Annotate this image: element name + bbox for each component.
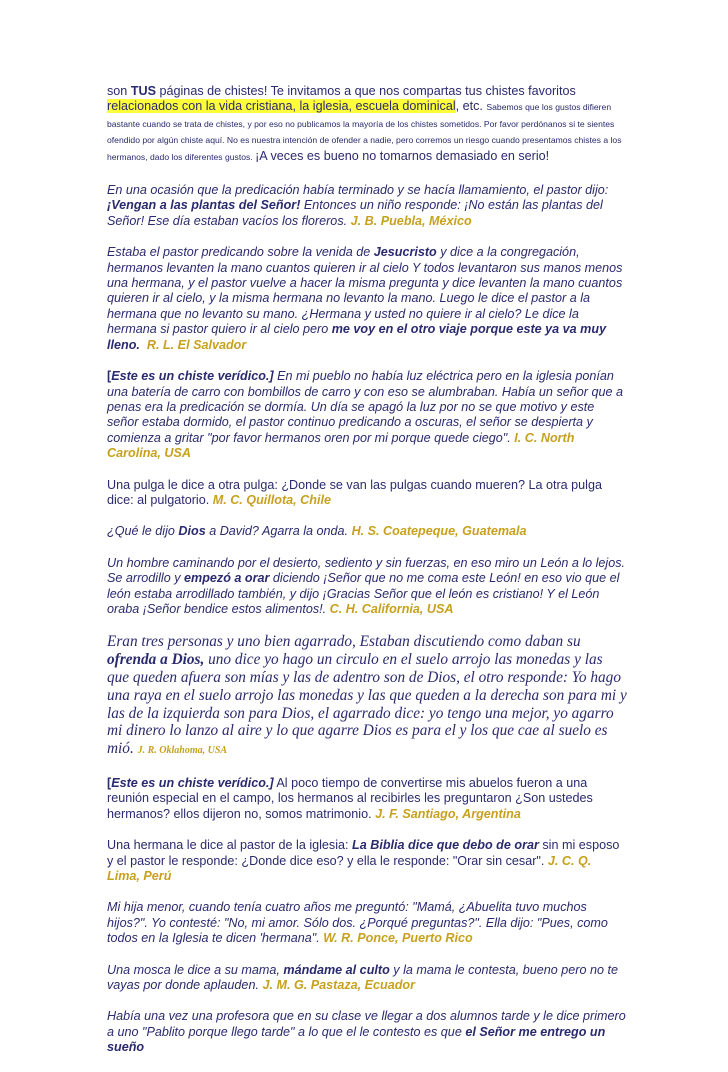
joke-signature: J. B. Puebla, México [350, 213, 472, 228]
joke-text: ¿Qué le dijo [107, 524, 179, 539]
joke-emphasis: me voy en el otro viaje porque este ya va muy lleno. [107, 322, 607, 352]
highlighted-text: relacionados con la vida cristiana, la iglesia, escuela dominical [107, 99, 456, 114]
joke-signature: J. F. Santiago, Argentina [375, 806, 521, 821]
document-page [107, 84, 627, 1072]
joke-text: uno dice yo hago un circulo en el suelo arrojo las monedas y las que queden afuera son mías y las de adentro son de Dios, el otro responde: Yo hago una raya en el suelo arrojo las monedas y las que queden a la derecha son para mi y las de la izquierda son para Dios, el agarrado dice: yo tengo una mejor, yo agarro mi dinero lo lanzo al aire y lo que agarre Dios es para el y los que cae al suelo es mió. [107, 651, 627, 758]
joke-bracket: [ [107, 369, 112, 384]
joke-text: Una mosca le dice a su mama, [107, 962, 284, 977]
joke-text: En una ocasión que la predicación había terminado y se hacía llamamiento, el pastor dijo: [107, 183, 609, 198]
joke-text: En mi pueblo no había luz eléctrica pero en la iglesia ponían una batería de carro con bombillos de carro y con eso se alumbraban. Había un señor que a penas era la predicación se dormía. Un día se apagó la luz por no se que motivo y este señor estaba dormido, el pastor continuo predicando a oscuras, el señor se despierta y comienza a gritar "por favor hermanos oren por mi porque quede ciego". [107, 369, 623, 445]
joke-signature: W. R. Ponce, Puerto Rico [323, 931, 473, 946]
joke-text: Había una vez una profesora que en su clase ve llegar a dos alumnos tarde y le dice primero a uno "Pablito porque llego tarde" a lo que el le contesto es que [107, 1009, 626, 1039]
joke-signature: C. H. California, USA [329, 601, 454, 616]
joke-text: Entonces un niño responde: ¡No están las plantas del Señor! Ese día estaban vacíos los floreros. [107, 198, 603, 228]
joke-emphasis: Dios [178, 524, 206, 539]
intro-paragraph [107, 84, 627, 165]
joke-emphasis: Este es un chiste verídico.] [111, 775, 274, 790]
joke-text: y la mama le contesta, bueno pero no te vayas por donde aplauden. [107, 962, 619, 993]
joke-text: diciendo ¡Señor que no me coma este León! en eso vio que el león estaba arrodillado también, y dijo ¡Gracias Señor que el león es cristiano! Y el León oraba ¡Señor bendice estos alimentos!. [107, 571, 620, 616]
intro-text: , etc. [455, 99, 487, 114]
joke-emphasis: Jesucristo [373, 245, 437, 260]
intro-text: páginas de chistes! Te invitamos a que nos compartas tus chistes favoritos [156, 84, 576, 98]
joke-emphasis: ¡Vengan a las plantas del Señor! [107, 198, 301, 213]
joke-signature: R. L. El Salvador [146, 337, 247, 352]
joke-signature: M. C. Quillota, Chile [212, 492, 331, 507]
joke-emphasis: mándame al culto [283, 962, 390, 977]
joke-paragraph [107, 245, 627, 353]
joke-emphasis: empezó a orar [184, 571, 270, 586]
joke-emphasis: el Señor me entrego un sueño [107, 1024, 606, 1055]
joke-paragraph [107, 1009, 627, 1055]
intro-disclaimer: Sabemos que los gustos difieren bastante cuando se trata de chistes, y por eso no publicamos la mayoría de los chistes sometidos. Por favor perdónanos si te sientes ofendido por algún chiste aquí. No es nuestra intención de ofender a nadie, pero corremos un riesgo cuando presentamos chistes a los hermanos, dado los diferentes gustos. [107, 102, 622, 162]
joke-text: sin mi esposo y el pastor le responde: ¿Donde dice eso? y ella le responde: "Orar sin cesar". [107, 838, 620, 868]
joke-text: Una hermana le dice al pastor de la iglesia: [107, 838, 353, 853]
joke-text: Una pulga le dice a otra pulga: ¿Donde se van las pulgas cuando mueren? La otra pulga dice: al pulgatorio. [107, 477, 602, 507]
joke-paragraph [107, 838, 627, 884]
joke-emphasis: La Biblia dice que debo de orar [352, 838, 539, 853]
joke-paragraph [107, 963, 627, 994]
joke-emphasis: ofrenda a Dios, [107, 651, 205, 669]
joke-paragraph [107, 369, 627, 461]
joke-text: y dice a la congregación, hermanos levanten la mano cuantos quieren ir al cielo Y todos levantaron sus manos menos una hermana, y el pastor vuelve a hacer la misma pregunta y dice levanten la mano cuantos quieren ir al cielo, y la misma hermana no levanto la mano. Luego le dice el pastor a la hermana que no levanto su mano. ¿Hermana y usted no quiere ir al cielo? Le dice la hermana si pastor quiero ir al cielo pero [107, 245, 623, 337]
joke-paragraph [107, 776, 627, 822]
joke-emphasis: Este es un chiste verídico.] [111, 369, 274, 384]
joke-paragraph [107, 633, 627, 760]
joke-signature: J. M. G. Pastaza, Ecuador [262, 978, 416, 993]
joke-paragraph [107, 478, 627, 509]
joke-bracket: [ [107, 775, 112, 790]
joke-text: Eran tres personas y uno bien agarrado, Estaban discutiendo como daban su [107, 633, 581, 651]
intro-text: son [107, 84, 131, 98]
joke-signature: I. C. North Carolina, USA [107, 430, 575, 461]
joke-text: Estaba el pastor predicando sobre la venida de [107, 245, 374, 260]
joke-text: Al poco tiempo de convertirse mis abuelos fueron a una reunión especial en el campo, los hermanos al recibirles les preguntaron ¿Son ustedes hermanos? ellos dijeron no, somos matrimonio. [107, 775, 593, 821]
joke-text: Mi hija menor, cuando tenía cuatro años me preguntó: "Mamá, ¿Abuelita tuvo muchos hijos?". Yo contesté: "No, mi amor. Sólo dos. ¿Porqué preguntas?". Ella dijo: "Pues, como todos en la Iglesia te dicen 'hermana". [107, 900, 608, 946]
intro-bold-tus: TUS [130, 84, 156, 98]
joke-paragraph [107, 524, 627, 539]
joke-text: a David? Agarra la onda. [205, 524, 352, 539]
joke-signature: J. C. Q. Lima, Perú [107, 853, 592, 883]
joke-signature: J. R. Oklahoma, USA [137, 745, 228, 757]
joke-text: Un hombre caminando por el desierto, sediento y sin fuerzas, en eso miro un León a lo lejos. Se arrodillo y [107, 555, 626, 586]
joke-paragraph [107, 900, 627, 946]
joke-signature: H. S. Coatepeque, Guatemala [351, 524, 527, 539]
intro-text: ¡A veces es bueno no tomarnos demasiado en serio! [255, 148, 550, 163]
joke-paragraph [107, 556, 627, 618]
joke-paragraph [107, 183, 627, 229]
